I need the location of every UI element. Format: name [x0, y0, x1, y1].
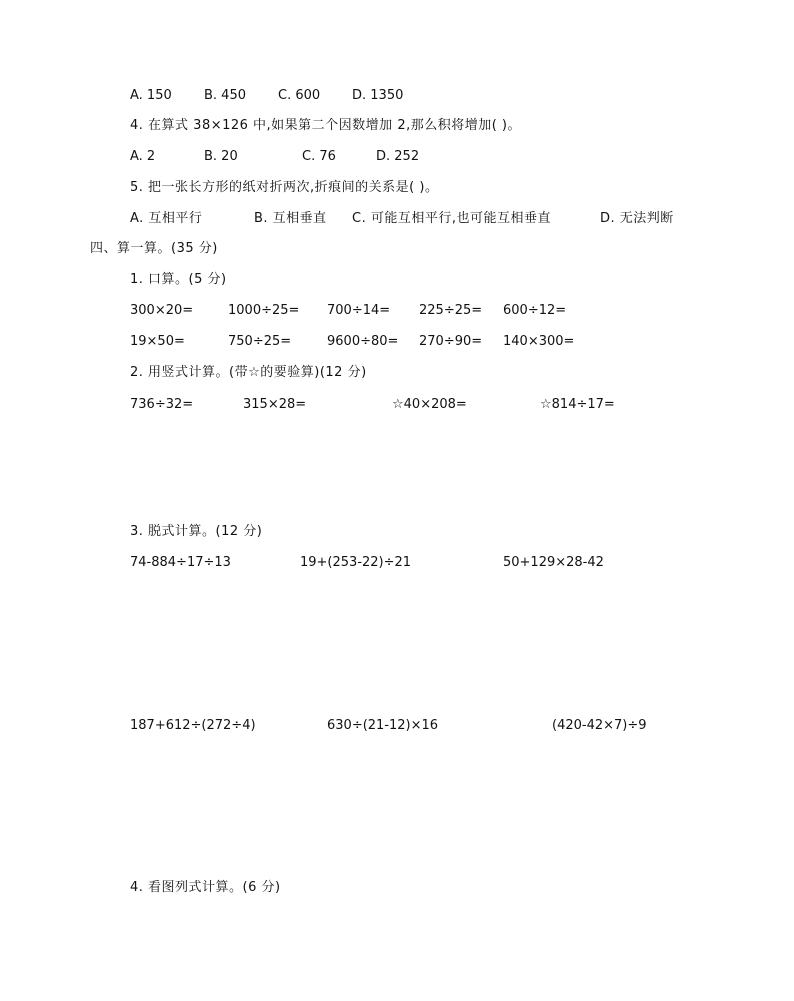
- oral-calc-item: 750÷25=: [228, 334, 292, 349]
- part1-title: 1. 口算。(5 分): [130, 272, 227, 287]
- q4-option-d: D. 252: [376, 149, 420, 164]
- vertical-calc-item: 315×28=: [243, 397, 307, 412]
- vertical-calc-item: 736÷32=: [130, 397, 194, 412]
- oral-calc-item: 300×20=: [130, 303, 194, 318]
- oral-calc-item: 19×50=: [130, 334, 185, 349]
- q5-option-d: D. 无法判断: [600, 211, 674, 226]
- q3-option-b: B. 450: [204, 88, 246, 103]
- q4-stem: 4. 在算式 38×126 中,如果第二个因数增加 2,那么积将增加( )。: [130, 118, 521, 133]
- step-calc-item: (420-42×7)÷9: [552, 718, 647, 733]
- section4-title: 四、算一算。(35 分): [90, 241, 218, 256]
- q4-option-c: C. 76: [302, 149, 336, 164]
- oral-calc-item: 600÷12=: [503, 303, 567, 318]
- q5-option-b: B. 互相垂直: [254, 211, 327, 226]
- oral-calc-item: 225÷25=: [419, 303, 483, 318]
- oral-calc-item: 9600÷80=: [327, 334, 399, 349]
- step-calc-item: 19+(253-22)÷21: [300, 555, 412, 570]
- part4-title: 4. 看图列式计算。(6 分): [130, 880, 281, 895]
- oral-calc-item: 270÷90=: [419, 334, 483, 349]
- step-calc-item: 50+129×28-42: [503, 555, 604, 570]
- step-calc-item: 630÷(21-12)×16: [327, 718, 439, 733]
- oral-calc-item: 140×300=: [503, 334, 575, 349]
- q5-stem: 5. 把一张长方形的纸对折两次,折痕间的关系是( )。: [130, 180, 439, 195]
- q3-option-a: A. 150: [130, 88, 172, 103]
- step-calc-item: 187+612÷(272÷4): [130, 718, 256, 733]
- q4-option-b: B. 20: [204, 149, 238, 164]
- step-calc-item: 74-884÷17÷13: [130, 555, 231, 570]
- part2-title: 2. 用竖式计算。(带☆的要验算)(12 分): [130, 365, 367, 380]
- q5-option-a: A. 互相平行: [130, 211, 203, 226]
- q5-option-c: C. 可能互相平行,也可能互相垂直: [352, 211, 551, 226]
- oral-calc-item: 1000÷25=: [228, 303, 300, 318]
- oral-calc-item: 700÷14=: [327, 303, 391, 318]
- vertical-calc-item: ☆40×208=: [392, 397, 467, 412]
- q3-option-c: C. 600: [278, 88, 321, 103]
- q3-option-d: D. 1350: [352, 88, 404, 103]
- vertical-calc-item: ☆814÷17=: [540, 397, 615, 412]
- q4-option-a: A. 2: [130, 149, 156, 164]
- part3-title: 3. 脱式计算。(12 分): [130, 524, 263, 539]
